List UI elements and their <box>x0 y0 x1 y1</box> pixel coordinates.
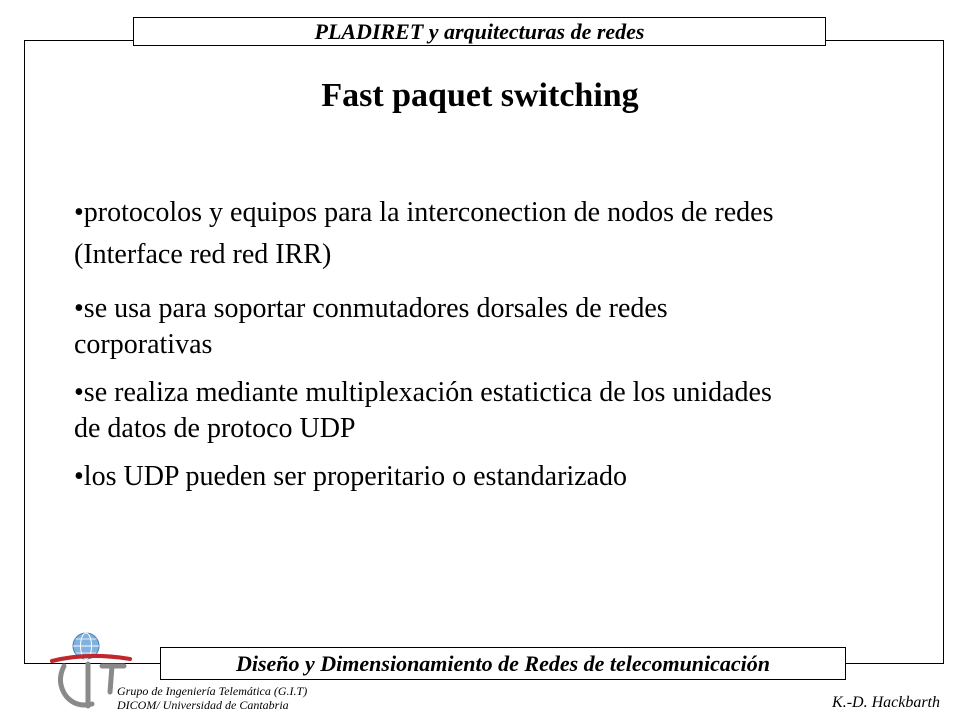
author-name: K.-D. Hackbarth <box>832 694 940 711</box>
bullet-item <box>74 375 894 447</box>
slide-title: Fast paquet switching <box>321 77 639 114</box>
bullet-item <box>74 195 894 279</box>
institution-text <box>117 684 307 712</box>
bullet-item <box>74 459 894 495</box>
bullet-line: corporativas <box>74 329 213 360</box>
bullet-line: de datos de protoco UDP <box>74 413 356 444</box>
frame-top-right <box>826 40 944 41</box>
frame-bottom-right <box>846 663 944 664</box>
footer-banner: Diseño y Dimensionamiento de Redes de telecomunicación <box>160 647 846 680</box>
group-name: Grupo de Ingeniería Telemática (G.I.T) <box>117 684 308 698</box>
bullet-line: •se usa para soportar conmutadores dorsales de redes <box>74 293 668 324</box>
bullet-list <box>74 195 894 495</box>
bullet-line: •protocolos y equipos para la interconection de nodos de redes <box>74 197 774 228</box>
frame-top-left <box>24 40 134 41</box>
university-name: DICOM/ Universidad de Cantabria <box>117 698 289 712</box>
frame-right <box>943 40 944 664</box>
bullet-line: •los UDP pueden ser properitario o estandarizado <box>74 461 628 492</box>
frame-left <box>24 40 25 664</box>
header-banner: PLADIRET y arquitecturas de redes <box>133 17 826 46</box>
bullet-line: •se realiza mediante multiplexación estatictica de los unidades <box>74 377 772 408</box>
bullet-line: (Interface red red IRR) <box>74 239 332 270</box>
bullet-item <box>74 291 894 363</box>
